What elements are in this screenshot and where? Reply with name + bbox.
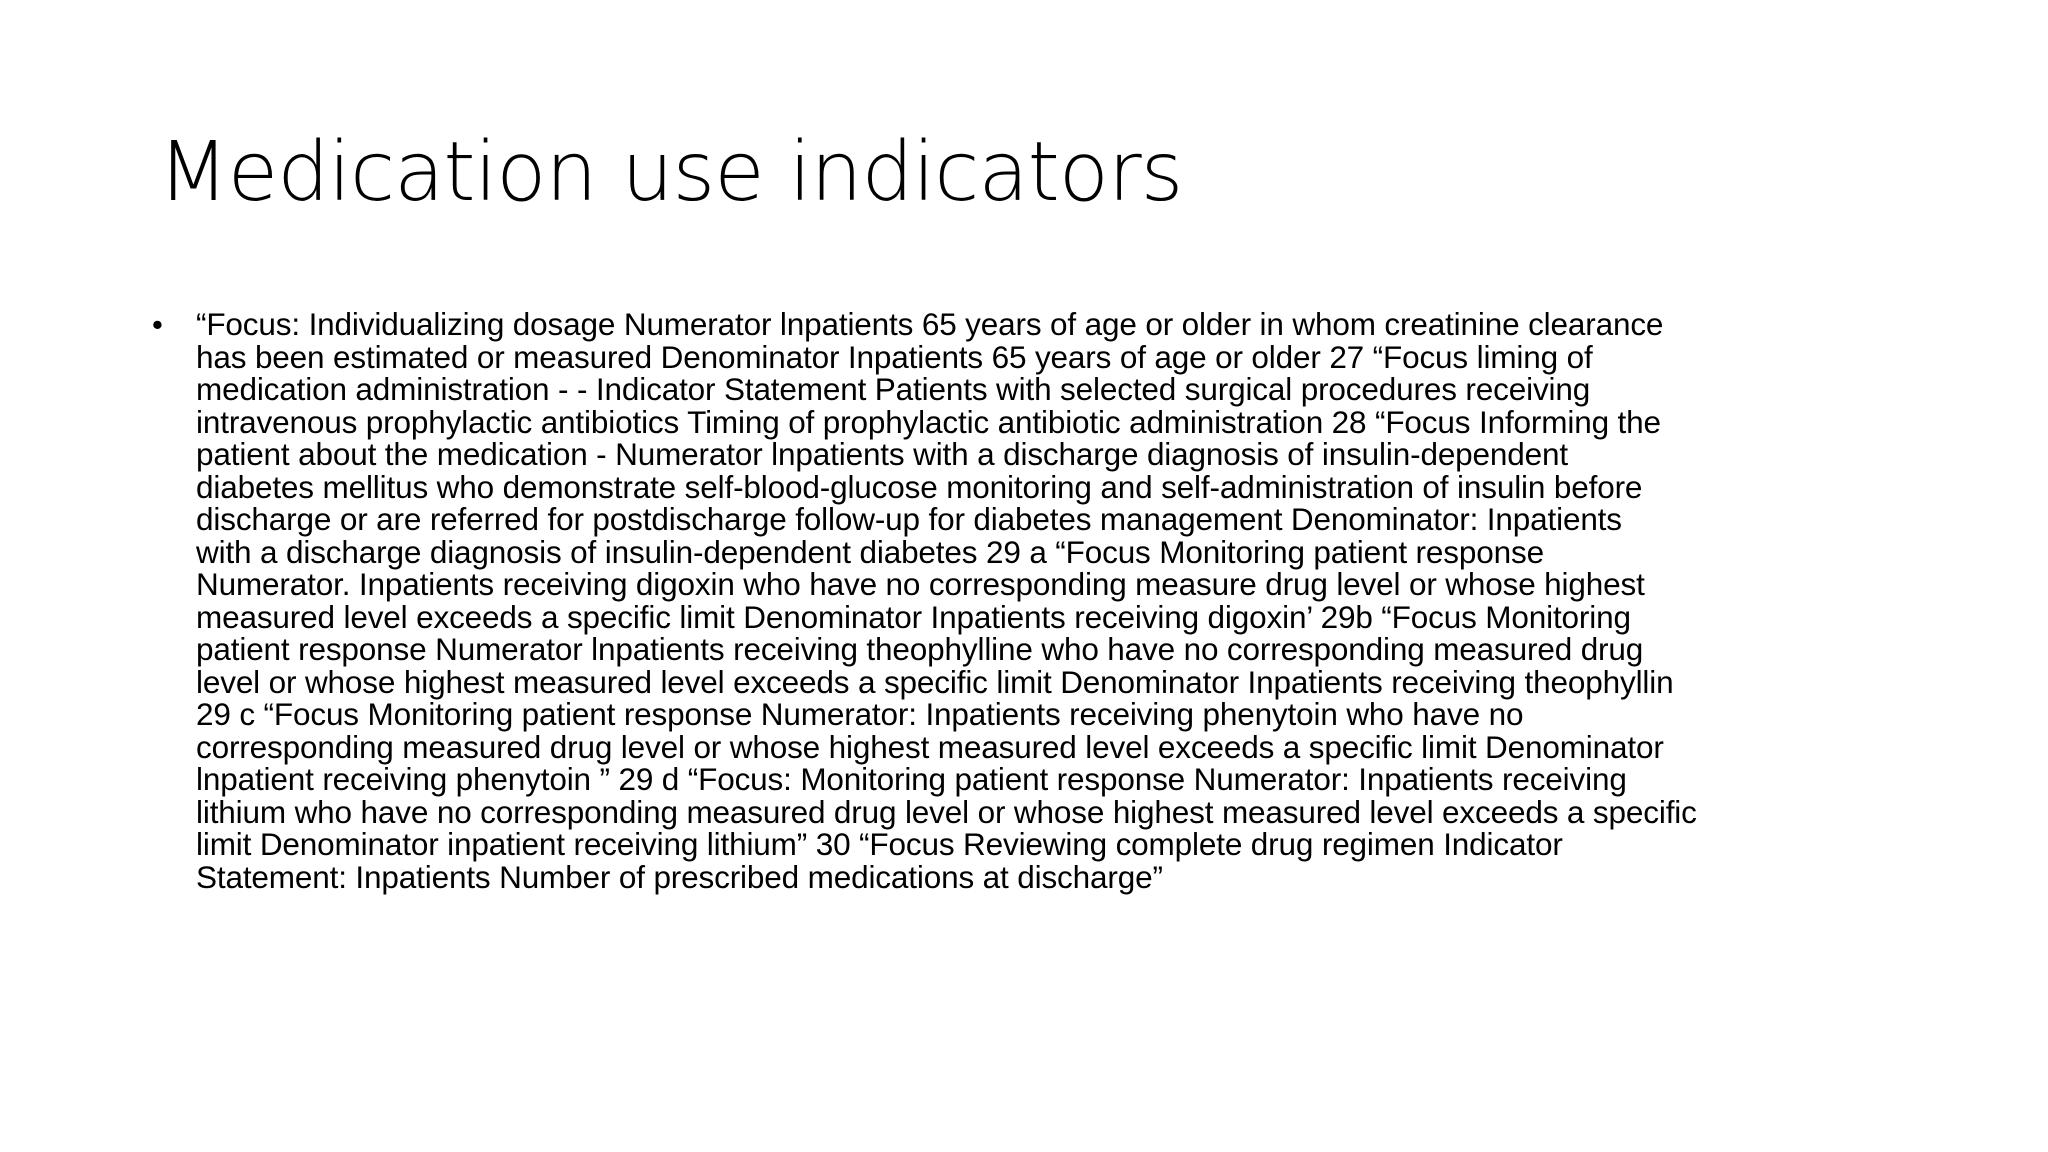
bullet-text-line: Statement: Inpatients Number of prescribed medications at discharge”	[196, 858, 1163, 895]
bullet-item	[152, 308, 1912, 893]
bullet-dot-icon: •	[152, 307, 163, 342]
bullet-text-line: lithium who have no corresponding measured drug level or whose highest measured level exceeds a specific	[196, 793, 1697, 830]
bullet-text-line: measured level exceeds a specific limit Denominator Inpatients receiving digoxin’ 29b “Focus Monitoring	[196, 598, 1631, 635]
bullet-text-line: patient about the medication - Numerator lnpatients with a discharge diagnosis of insulin-dependent	[196, 436, 1568, 472]
bullet-text-line: diabetes mellitus who demonstrate self-blood-glucose monitoring and self-administration of insulin before	[196, 468, 1643, 505]
bullet-text-line: level or whose highest measured level exceeds a specific limit Denominator Inpatients receiving theophyllin	[196, 663, 1674, 700]
bullet-text-line: discharge or are referred for postdischarge follow-up for diabetes management Denominator: Inpatients	[196, 501, 1622, 537]
bullet-text-line: 29 c “Focus Monitoring patient response Numerator: Inpatients receiving phenytoin who have no	[196, 696, 1524, 732]
bullet-text-line: lnpatient receiving phenytoin ” 29 d “Focus: Monitoring patient response Numerator: Inpatients receiving	[196, 761, 1627, 797]
bullet-text-line: medication administration - - Indicator Statement Patients with selected surgical procedures receiving	[196, 371, 1591, 407]
bullet-text-line: corresponding measured drug level or whose highest measured level exceeds a specific limit Denominator	[196, 728, 1664, 765]
slide-title: Medication use indicators	[158, 125, 1183, 220]
bullet-text-line: Numerator. Inpatients receiving digoxin who have no corresponding measure drug level or whose highest	[196, 566, 1645, 602]
bullet-list	[152, 308, 1912, 893]
bullet-text-line: with a discharge diagnosis of insulin-dependent diabetes 29 a “Focus Monitoring patient response	[196, 533, 1544, 570]
bullet-text-line: patient response Numerator lnpatients receiving theophylline who have no corresponding measured drug	[196, 631, 1644, 667]
bullet-text-line: “Focus: Individualizing dosage Numerator lnpatients 65 years of age or older in whom creatinine clearance	[196, 306, 1664, 342]
bullet-text-block	[196, 308, 1912, 893]
bullet-text-line: limit Denominator inpatient receiving lithium” 30 “Focus Reviewing complete drug regimen Indicator	[196, 826, 1563, 862]
bullet-text-line: intravenous prophylactic antibiotics Timing of prophylactic antibiotic administration 28 “Focus Informing the	[196, 403, 1661, 440]
bullet-text-line: has been estimated or measured Denominator Inpatients 65 years of age or older 27 “Focus liming of	[196, 338, 1593, 375]
